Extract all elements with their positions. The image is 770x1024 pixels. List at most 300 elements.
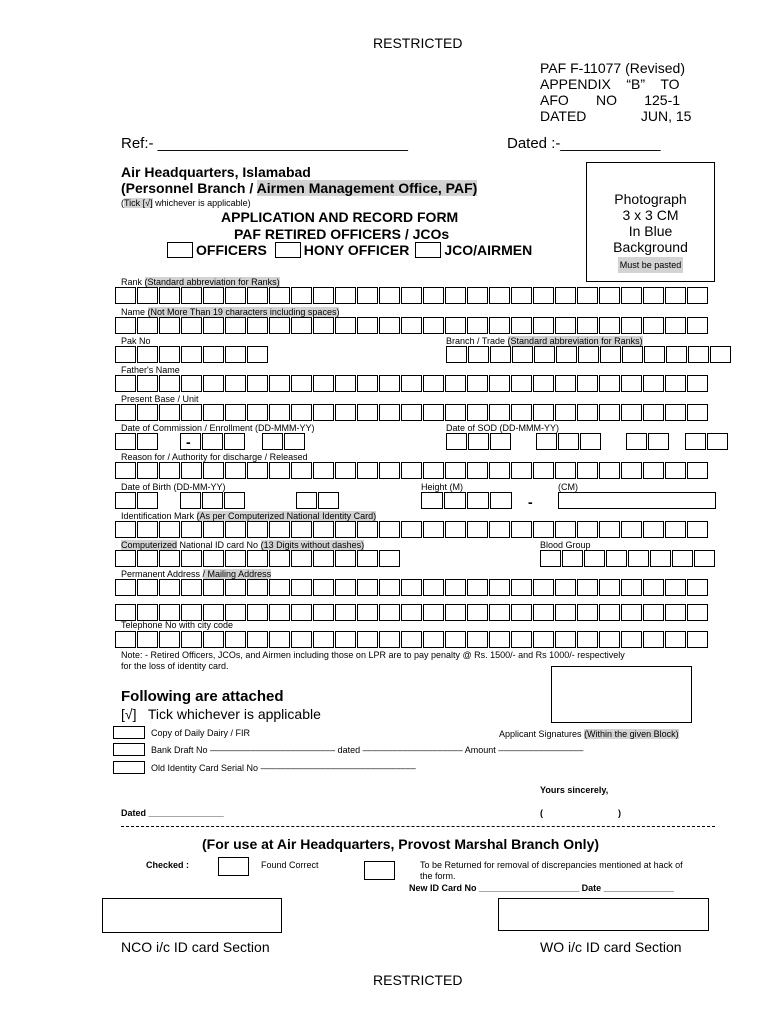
name-box[interactable] xyxy=(313,317,334,334)
ident-box[interactable] xyxy=(181,521,202,538)
address-box[interactable] xyxy=(511,579,532,596)
reason-box[interactable] xyxy=(687,462,708,479)
phone-box[interactable] xyxy=(335,631,356,648)
base-box[interactable] xyxy=(159,404,180,421)
name-box[interactable] xyxy=(203,317,224,334)
rank-box[interactable] xyxy=(687,287,708,304)
cnic-box[interactable] xyxy=(115,550,136,567)
commission-date-box[interactable] xyxy=(224,433,245,450)
address2-box[interactable] xyxy=(335,604,356,621)
address2-box[interactable] xyxy=(203,604,224,621)
ident-box[interactable] xyxy=(357,521,378,538)
base-box[interactable] xyxy=(357,404,378,421)
father-name-box[interactable] xyxy=(291,375,312,392)
base-box[interactable] xyxy=(533,404,554,421)
name-box[interactable] xyxy=(423,317,444,334)
reason-box[interactable] xyxy=(335,462,356,479)
dob-box[interactable] xyxy=(224,492,245,509)
father-name-box[interactable] xyxy=(159,375,180,392)
reason-box[interactable] xyxy=(467,462,488,479)
signature-box[interactable] xyxy=(551,666,692,723)
address2-box[interactable] xyxy=(137,604,158,621)
commission-date-box[interactable] xyxy=(536,433,557,450)
address-box[interactable] xyxy=(665,579,686,596)
phone-box[interactable] xyxy=(577,631,598,648)
dob-box[interactable] xyxy=(558,492,716,509)
base-box[interactable] xyxy=(313,404,334,421)
address-box[interactable] xyxy=(423,579,444,596)
dob-box[interactable] xyxy=(490,492,512,509)
address2-box[interactable] xyxy=(379,604,400,621)
address2-box[interactable] xyxy=(357,604,378,621)
father-name-box[interactable] xyxy=(357,375,378,392)
dob-box[interactable] xyxy=(444,492,466,509)
father-name-box[interactable] xyxy=(687,375,708,392)
reason-box[interactable] xyxy=(577,462,598,479)
rank-box[interactable] xyxy=(203,287,224,304)
reason-box[interactable] xyxy=(445,462,466,479)
ident-box[interactable] xyxy=(467,521,488,538)
address2-box[interactable] xyxy=(467,604,488,621)
base-box[interactable] xyxy=(599,404,620,421)
reason-box[interactable] xyxy=(313,462,334,479)
base-box[interactable] xyxy=(225,404,246,421)
name-box[interactable] xyxy=(335,317,356,334)
phone-box[interactable] xyxy=(533,631,554,648)
father-name-box[interactable] xyxy=(247,375,268,392)
commission-date-box[interactable] xyxy=(626,433,647,450)
ident-box[interactable] xyxy=(115,521,136,538)
base-box[interactable] xyxy=(291,404,312,421)
commission-date-box[interactable] xyxy=(262,433,283,450)
rank-box[interactable] xyxy=(533,287,554,304)
father-name-box[interactable] xyxy=(115,375,136,392)
pak-no-box[interactable] xyxy=(247,346,268,363)
cnic-box[interactable] xyxy=(379,550,400,567)
dob-box[interactable] xyxy=(421,492,443,509)
name-box[interactable] xyxy=(599,317,620,334)
ident-box[interactable] xyxy=(555,521,576,538)
commission-date-box[interactable] xyxy=(490,433,511,450)
dated-field[interactable]: Dated :-____________ xyxy=(507,135,661,152)
rank-box[interactable] xyxy=(247,287,268,304)
dob-box[interactable] xyxy=(318,492,339,509)
ident-box[interactable] xyxy=(401,521,422,538)
name-box[interactable] xyxy=(489,317,510,334)
commission-date-box[interactable] xyxy=(115,433,136,450)
address2-box[interactable] xyxy=(555,604,576,621)
address2-box[interactable] xyxy=(181,604,202,621)
phone-box[interactable] xyxy=(379,631,400,648)
address2-box[interactable] xyxy=(621,604,642,621)
ident-box[interactable] xyxy=(533,521,554,538)
reason-box[interactable] xyxy=(357,462,378,479)
address-box[interactable] xyxy=(291,579,312,596)
base-box[interactable] xyxy=(115,404,136,421)
father-name-box[interactable] xyxy=(621,375,642,392)
ident-box[interactable] xyxy=(643,521,664,538)
phone-box[interactable] xyxy=(401,631,422,648)
address-box[interactable] xyxy=(247,579,268,596)
commission-date-box[interactable] xyxy=(180,433,201,450)
address-box[interactable] xyxy=(137,579,158,596)
father-name-box[interactable] xyxy=(401,375,422,392)
rank-box[interactable] xyxy=(577,287,598,304)
address2-box[interactable] xyxy=(665,604,686,621)
rank-box[interactable] xyxy=(511,287,532,304)
new-id-line[interactable]: New ID Card No ____________________ Date ______________ xyxy=(409,883,674,893)
address-box[interactable] xyxy=(379,579,400,596)
reason-box[interactable] xyxy=(665,462,686,479)
dob-box[interactable] xyxy=(115,492,136,509)
name-box[interactable] xyxy=(247,317,268,334)
base-box[interactable] xyxy=(401,404,422,421)
rank-box[interactable] xyxy=(291,287,312,304)
phone-box[interactable] xyxy=(621,631,642,648)
address-box[interactable] xyxy=(313,579,334,596)
address2-box[interactable] xyxy=(313,604,334,621)
ref-field[interactable]: Ref:- ______________________________ xyxy=(121,135,408,152)
base-box[interactable] xyxy=(489,404,510,421)
reason-box[interactable] xyxy=(203,462,224,479)
cnic-box[interactable] xyxy=(137,550,158,567)
commission-date-box[interactable] xyxy=(707,433,728,450)
name-box[interactable] xyxy=(181,317,202,334)
father-name-box[interactable] xyxy=(599,375,620,392)
phone-box[interactable] xyxy=(225,631,246,648)
ident-box[interactable] xyxy=(423,521,444,538)
phone-box[interactable] xyxy=(181,631,202,648)
base-box[interactable] xyxy=(445,404,466,421)
address2-box[interactable] xyxy=(291,604,312,621)
rank-box[interactable] xyxy=(423,287,444,304)
jco-checkbox[interactable] xyxy=(415,242,441,258)
phone-box[interactable] xyxy=(423,631,444,648)
address2-box[interactable] xyxy=(225,604,246,621)
rank-box[interactable] xyxy=(159,287,180,304)
name-box[interactable] xyxy=(621,317,642,334)
phone-box[interactable] xyxy=(291,631,312,648)
address2-box[interactable] xyxy=(159,604,180,621)
base-box[interactable] xyxy=(423,404,444,421)
cnic-box[interactable] xyxy=(335,550,356,567)
father-name-box[interactable] xyxy=(665,375,686,392)
rank-box[interactable] xyxy=(467,287,488,304)
cnic-box[interactable] xyxy=(584,550,605,567)
father-name-box[interactable] xyxy=(313,375,334,392)
address-box[interactable] xyxy=(225,579,246,596)
base-box[interactable] xyxy=(643,404,664,421)
base-box[interactable] xyxy=(203,404,224,421)
pak-no-box[interactable] xyxy=(688,346,709,363)
name-box[interactable] xyxy=(137,317,158,334)
commission-date-box[interactable] xyxy=(284,433,305,450)
cnic-box[interactable] xyxy=(203,550,224,567)
dated-bottom[interactable]: Dated _______________ xyxy=(121,808,224,818)
name-box[interactable] xyxy=(269,317,290,334)
pak-no-box[interactable] xyxy=(534,346,555,363)
phone-box[interactable] xyxy=(511,631,532,648)
reason-box[interactable] xyxy=(423,462,444,479)
phone-box[interactable] xyxy=(599,631,620,648)
reason-box[interactable] xyxy=(225,462,246,479)
phone-box[interactable] xyxy=(467,631,488,648)
reason-box[interactable] xyxy=(643,462,664,479)
address2-box[interactable] xyxy=(445,604,466,621)
photo-box[interactable] xyxy=(586,162,715,282)
name-box[interactable] xyxy=(511,317,532,334)
dob-box[interactable] xyxy=(137,492,158,509)
ident-box[interactable] xyxy=(489,521,510,538)
reason-box[interactable] xyxy=(599,462,620,479)
ident-box[interactable] xyxy=(599,521,620,538)
father-name-box[interactable] xyxy=(511,375,532,392)
father-name-box[interactable] xyxy=(269,375,290,392)
name-box[interactable] xyxy=(643,317,664,334)
base-box[interactable] xyxy=(181,404,202,421)
phone-box[interactable] xyxy=(313,631,334,648)
address2-box[interactable] xyxy=(643,604,664,621)
ident-box[interactable] xyxy=(291,521,312,538)
father-name-box[interactable] xyxy=(577,375,598,392)
address2-box[interactable] xyxy=(247,604,268,621)
name-box[interactable] xyxy=(159,317,180,334)
dob-box[interactable] xyxy=(296,492,317,509)
ident-box[interactable] xyxy=(511,521,532,538)
address-box[interactable] xyxy=(335,579,356,596)
address2-box[interactable] xyxy=(511,604,532,621)
rank-box[interactable] xyxy=(621,287,642,304)
pak-no-box[interactable] xyxy=(225,346,246,363)
cnic-box[interactable] xyxy=(181,550,202,567)
base-box[interactable] xyxy=(379,404,400,421)
cnic-box[interactable] xyxy=(313,550,334,567)
pak-no-box[interactable] xyxy=(578,346,599,363)
phone-box[interactable] xyxy=(643,631,664,648)
address-box[interactable] xyxy=(357,579,378,596)
name-box[interactable] xyxy=(445,317,466,334)
pak-no-box[interactable] xyxy=(512,346,533,363)
daily-dairy-checkbox[interactable] xyxy=(113,726,145,739)
reason-box[interactable] xyxy=(489,462,510,479)
father-name-box[interactable] xyxy=(181,375,202,392)
reason-box[interactable] xyxy=(115,462,136,479)
rank-box[interactable] xyxy=(445,287,466,304)
father-name-box[interactable] xyxy=(555,375,576,392)
hony-checkbox[interactable] xyxy=(275,242,301,258)
address2-box[interactable] xyxy=(423,604,444,621)
cnic-box[interactable] xyxy=(357,550,378,567)
address-box[interactable] xyxy=(599,579,620,596)
address-box[interactable] xyxy=(489,579,510,596)
address2-box[interactable] xyxy=(269,604,290,621)
pak-no-box[interactable] xyxy=(468,346,489,363)
base-box[interactable] xyxy=(335,404,356,421)
rank-box[interactable] xyxy=(225,287,246,304)
ident-box[interactable] xyxy=(687,521,708,538)
ident-box[interactable] xyxy=(159,521,180,538)
rank-box[interactable] xyxy=(555,287,576,304)
name-box[interactable] xyxy=(577,317,598,334)
old-id-checkbox[interactable] xyxy=(113,761,145,774)
ident-box[interactable] xyxy=(335,521,356,538)
base-box[interactable] xyxy=(247,404,268,421)
base-box[interactable] xyxy=(621,404,642,421)
rank-box[interactable] xyxy=(489,287,510,304)
name-box[interactable] xyxy=(665,317,686,334)
pak-no-box[interactable] xyxy=(622,346,643,363)
cnic-box[interactable] xyxy=(159,550,180,567)
found-correct-checkbox[interactable] xyxy=(218,857,249,876)
address-box[interactable] xyxy=(115,579,136,596)
reason-box[interactable] xyxy=(269,462,290,479)
cnic-box[interactable] xyxy=(562,550,583,567)
rank-box[interactable] xyxy=(599,287,620,304)
reason-box[interactable] xyxy=(401,462,422,479)
cnic-box[interactable] xyxy=(628,550,649,567)
pak-no-box[interactable] xyxy=(115,346,136,363)
dob-box[interactable] xyxy=(467,492,489,509)
cnic-box[interactable] xyxy=(606,550,627,567)
father-name-box[interactable] xyxy=(423,375,444,392)
address2-box[interactable] xyxy=(115,604,136,621)
phone-box[interactable] xyxy=(159,631,180,648)
father-name-box[interactable] xyxy=(643,375,664,392)
dob-box[interactable] xyxy=(180,492,201,509)
rank-box[interactable] xyxy=(137,287,158,304)
reason-box[interactable] xyxy=(621,462,642,479)
phone-box[interactable] xyxy=(115,631,136,648)
address-box[interactable] xyxy=(159,579,180,596)
rank-box[interactable] xyxy=(643,287,664,304)
phone-box[interactable] xyxy=(137,631,158,648)
pak-no-box[interactable] xyxy=(159,346,180,363)
returned-checkbox[interactable] xyxy=(364,861,395,880)
father-name-box[interactable] xyxy=(379,375,400,392)
cnic-box[interactable] xyxy=(672,550,693,567)
dob-box[interactable] xyxy=(202,492,223,509)
pak-no-box[interactable] xyxy=(490,346,511,363)
rank-box[interactable] xyxy=(181,287,202,304)
father-name-box[interactable] xyxy=(445,375,466,392)
address-box[interactable] xyxy=(687,579,708,596)
cnic-box[interactable] xyxy=(694,550,715,567)
ident-box[interactable] xyxy=(269,521,290,538)
address-box[interactable] xyxy=(533,579,554,596)
phone-box[interactable] xyxy=(687,631,708,648)
name-box[interactable] xyxy=(687,317,708,334)
commission-date-box[interactable] xyxy=(137,433,158,450)
address-box[interactable] xyxy=(621,579,642,596)
ident-box[interactable] xyxy=(225,521,246,538)
ident-box[interactable] xyxy=(313,521,334,538)
phone-box[interactable] xyxy=(269,631,290,648)
rank-box[interactable] xyxy=(401,287,422,304)
ident-box[interactable] xyxy=(665,521,686,538)
cnic-box[interactable] xyxy=(650,550,671,567)
father-name-box[interactable] xyxy=(335,375,356,392)
commission-date-box[interactable] xyxy=(648,433,669,450)
ident-box[interactable] xyxy=(203,521,224,538)
commission-date-box[interactable] xyxy=(558,433,579,450)
address-box[interactable] xyxy=(555,579,576,596)
reason-box[interactable] xyxy=(181,462,202,479)
reason-box[interactable] xyxy=(533,462,554,479)
address2-box[interactable] xyxy=(599,604,620,621)
reason-box[interactable] xyxy=(137,462,158,479)
address2-box[interactable] xyxy=(401,604,422,621)
father-name-box[interactable] xyxy=(533,375,554,392)
commission-date-box[interactable] xyxy=(580,433,601,450)
name-box[interactable] xyxy=(357,317,378,334)
wo-signature-box[interactable] xyxy=(498,898,709,931)
commission-date-box[interactable] xyxy=(446,433,467,450)
address2-box[interactable] xyxy=(533,604,554,621)
father-name-box[interactable] xyxy=(203,375,224,392)
father-name-box[interactable] xyxy=(137,375,158,392)
name-box[interactable] xyxy=(379,317,400,334)
address2-box[interactable] xyxy=(687,604,708,621)
cnic-box[interactable] xyxy=(269,550,290,567)
rank-box[interactable] xyxy=(665,287,686,304)
address-box[interactable] xyxy=(467,579,488,596)
reason-box[interactable] xyxy=(247,462,268,479)
name-box[interactable] xyxy=(401,317,422,334)
address-box[interactable] xyxy=(401,579,422,596)
ident-box[interactable] xyxy=(577,521,598,538)
name-box[interactable] xyxy=(225,317,246,334)
ident-box[interactable] xyxy=(621,521,642,538)
nco-signature-box[interactable] xyxy=(102,898,282,933)
rank-box[interactable] xyxy=(269,287,290,304)
father-name-box[interactable] xyxy=(467,375,488,392)
officers-checkbox[interactable] xyxy=(167,242,193,258)
base-box[interactable] xyxy=(269,404,290,421)
name-box[interactable] xyxy=(533,317,554,334)
name-box[interactable] xyxy=(115,317,136,334)
pak-no-box[interactable] xyxy=(710,346,731,363)
commission-date-box[interactable] xyxy=(202,433,223,450)
commission-date-box[interactable] xyxy=(685,433,706,450)
base-box[interactable] xyxy=(511,404,532,421)
ident-box[interactable] xyxy=(247,521,268,538)
address-box[interactable] xyxy=(643,579,664,596)
ident-box[interactable] xyxy=(137,521,158,538)
pak-no-box[interactable] xyxy=(181,346,202,363)
reason-box[interactable] xyxy=(379,462,400,479)
cnic-box[interactable] xyxy=(291,550,312,567)
rank-box[interactable] xyxy=(313,287,334,304)
base-box[interactable] xyxy=(687,404,708,421)
phone-box[interactable] xyxy=(445,631,466,648)
reason-box[interactable] xyxy=(159,462,180,479)
phone-box[interactable] xyxy=(665,631,686,648)
address-box[interactable] xyxy=(269,579,290,596)
pak-no-box[interactable] xyxy=(644,346,665,363)
phone-box[interactable] xyxy=(203,631,224,648)
address-box[interactable] xyxy=(445,579,466,596)
rank-box[interactable] xyxy=(335,287,356,304)
reason-box[interactable] xyxy=(555,462,576,479)
pak-no-box[interactable] xyxy=(203,346,224,363)
address2-box[interactable] xyxy=(489,604,510,621)
base-box[interactable] xyxy=(467,404,488,421)
name-box[interactable] xyxy=(467,317,488,334)
base-box[interactable] xyxy=(665,404,686,421)
phone-box[interactable] xyxy=(357,631,378,648)
reason-box[interactable] xyxy=(291,462,312,479)
address2-box[interactable] xyxy=(577,604,598,621)
